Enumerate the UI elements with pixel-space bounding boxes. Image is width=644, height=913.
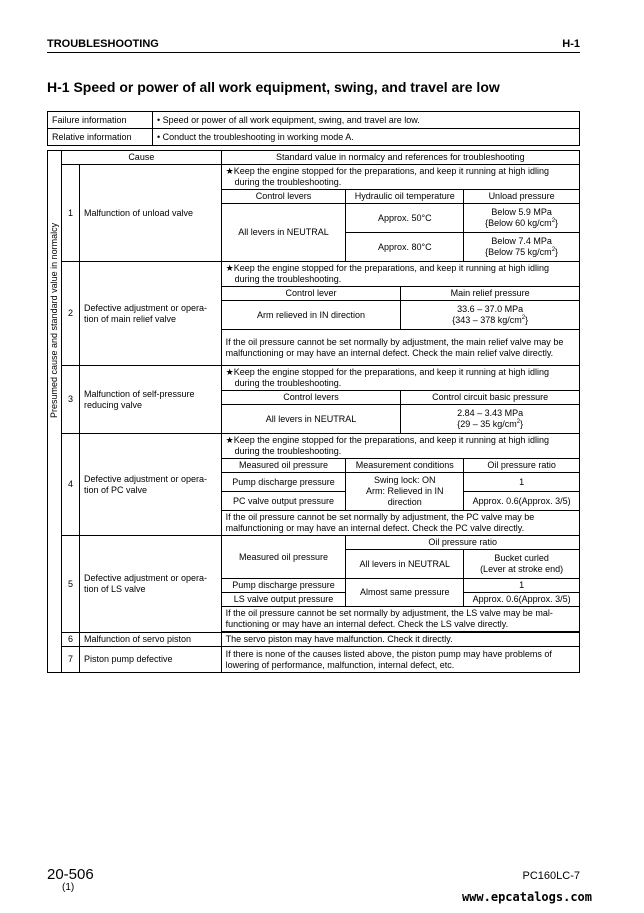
page-header xyxy=(47,38,580,53)
col-head: Measurement conditions xyxy=(346,459,464,473)
table-row xyxy=(48,633,580,647)
cause-text: Malfunction of unload valve xyxy=(79,165,221,262)
side-label: Presumed cause and standard value in normalcy xyxy=(48,151,62,673)
revision-number: (1) xyxy=(62,882,75,893)
check-note: If the oil pressure cannot be set normally by adjustment, the main relief valve may be malfunctioning or may have an internal defect. Check the main relief valve directly. xyxy=(221,330,579,366)
col-head: Unload pressure xyxy=(464,190,580,204)
pressure-value: Below 7.4 MPa {Below 75 $kg/cm^2$} xyxy=(464,233,580,262)
col-head: Control circuit basic pressure xyxy=(401,391,580,405)
check-note: If there is none of the causes listed above, the piston pump may have problems of lowering of performance, malfunction, internal defect, etc. xyxy=(221,647,579,673)
info-row-relative xyxy=(48,129,580,146)
engine-note: ★Keep the engine stopped for the preparations, and keep it running at high idling during the troubleshooting. xyxy=(221,366,579,391)
cause-text: Malfunction of self-pressure reducing valve xyxy=(79,366,221,434)
engine-note: ★Keep the engine stopped for the preparations, and keep it running at high idling during the troubleshooting. xyxy=(221,434,579,459)
cause-text: Defective adjustment or opera-tion of PC valve xyxy=(79,434,221,536)
ratio-value: 1 xyxy=(464,473,580,492)
table-row xyxy=(48,536,580,550)
col-head: Oil pressure ratio xyxy=(346,536,580,550)
page-title: H-1 Speed or power of all work equipment, swing, and travel are low xyxy=(47,79,500,95)
measured-pressure: Pump discharge pressure xyxy=(221,473,346,492)
col-head: Hydraulic oil temperature xyxy=(346,190,464,204)
table-row xyxy=(48,262,580,287)
cause-text: Defective adjustment or opera-tion of main relief valve xyxy=(79,262,221,366)
temperature: Approx. 80°C xyxy=(346,233,464,262)
table-row xyxy=(48,647,580,673)
cause-number: 7 xyxy=(62,647,80,673)
col-head: Control lever xyxy=(221,287,401,301)
col-head: Oil pressure ratio xyxy=(464,459,580,473)
table-row xyxy=(48,165,580,190)
measurement-condition: Swing lock: ON Arm: Relieved in IN direction xyxy=(346,473,464,511)
temperature: Approx. 50°C xyxy=(346,204,464,233)
col-head: Control levers xyxy=(221,190,346,204)
col-head: Measured oil pressure xyxy=(221,536,346,579)
ratio-value: 1 xyxy=(464,579,580,593)
engine-note: ★Keep the engine stopped for the preparations, and keep it running at high idling during the troubleshooting. xyxy=(221,165,579,190)
col-head: Bucket curled (Lever at stroke end) xyxy=(464,550,580,579)
cause-text: Defective adjustment or opera-tion of LS valve xyxy=(79,536,221,633)
col-head: Main relief pressure xyxy=(401,287,580,301)
cause-number: 2 xyxy=(62,262,80,366)
table-row xyxy=(48,366,580,391)
pressure-value: 33.6 – 37.0 MPa {343 – 378 $kg/cm^2$} xyxy=(401,301,580,330)
cause-number: 6 xyxy=(62,633,80,647)
cause-number: 4 xyxy=(62,434,80,536)
measurement-condition: Almost same pressure xyxy=(346,579,464,607)
cause-header: Cause xyxy=(62,151,222,165)
cause-number: 1 xyxy=(62,165,80,262)
ratio-value: Approx. 0.6(Approx. 3/5) xyxy=(464,492,580,511)
table-row xyxy=(48,434,580,459)
troubleshooting-table xyxy=(47,150,580,673)
check-note: The servo piston may have malfunction. Check it directly. xyxy=(221,633,579,647)
pressure-value: Below 5.9 MPa {Below 60 $kg/cm^2$} xyxy=(464,204,580,233)
info-value: • Conduct the troubleshooting in working mode A. xyxy=(153,129,580,146)
info-table xyxy=(47,111,580,146)
condition: All levers in NEUTRAL xyxy=(221,405,401,434)
info-label: Relative information xyxy=(48,129,153,146)
check-note: If the oil pressure cannot be set normally by adjustment, the LS valve may be mal-functioning or may have an internal defect. Check the LS valve directly. xyxy=(221,607,579,632)
cause-text: Malfunction of servo piston xyxy=(79,633,221,647)
info-value: • Speed or power of all work equipment, swing, and travel are low. xyxy=(153,112,580,129)
measured-pressure: LS valve output pressure xyxy=(221,593,346,607)
cause-number: 5 xyxy=(62,536,80,633)
info-label: Failure information xyxy=(48,112,153,129)
measured-pressure: PC valve output pressure xyxy=(221,492,346,511)
col-head: Measured oil pressure xyxy=(221,459,346,473)
measured-pressure: Pump discharge pressure xyxy=(221,579,346,593)
condition: Arm relieved in IN direction xyxy=(221,301,401,330)
watermark-url[interactable]: www.epcatalogs.com xyxy=(461,890,592,904)
page-number: 20-506 xyxy=(47,866,94,883)
section-title: TROUBLESHOOTING xyxy=(47,38,159,50)
model-name: PC160LC-7 xyxy=(522,870,580,882)
ratio-value: Approx. 0.6(Approx. 3/5) xyxy=(464,593,580,607)
section-code: H-1 xyxy=(562,38,580,50)
col-head: Control levers xyxy=(221,391,401,405)
pressure-value: 2.84 – 3.43 MPa {29 – 35 $kg/cm^2$} xyxy=(401,405,580,434)
info-row-failure xyxy=(48,112,580,129)
col-head: All levers in NEUTRAL xyxy=(346,550,464,579)
table-header-row xyxy=(48,151,580,165)
condition: All levers in NEUTRAL xyxy=(221,204,346,262)
standard-header: Standard value in normalcy and references for troubleshooting xyxy=(221,151,579,165)
check-note: If the oil pressure cannot be set normally by adjustment, the PC valve may be malfunctioning or may have an internal defect. Check the PC valve directly. xyxy=(221,511,579,536)
engine-note: ★Keep the engine stopped for the preparations, and keep it running at high idling during the troubleshooting. xyxy=(221,262,579,287)
cause-text: Piston pump defective xyxy=(79,647,221,673)
cause-number: 3 xyxy=(62,366,80,434)
